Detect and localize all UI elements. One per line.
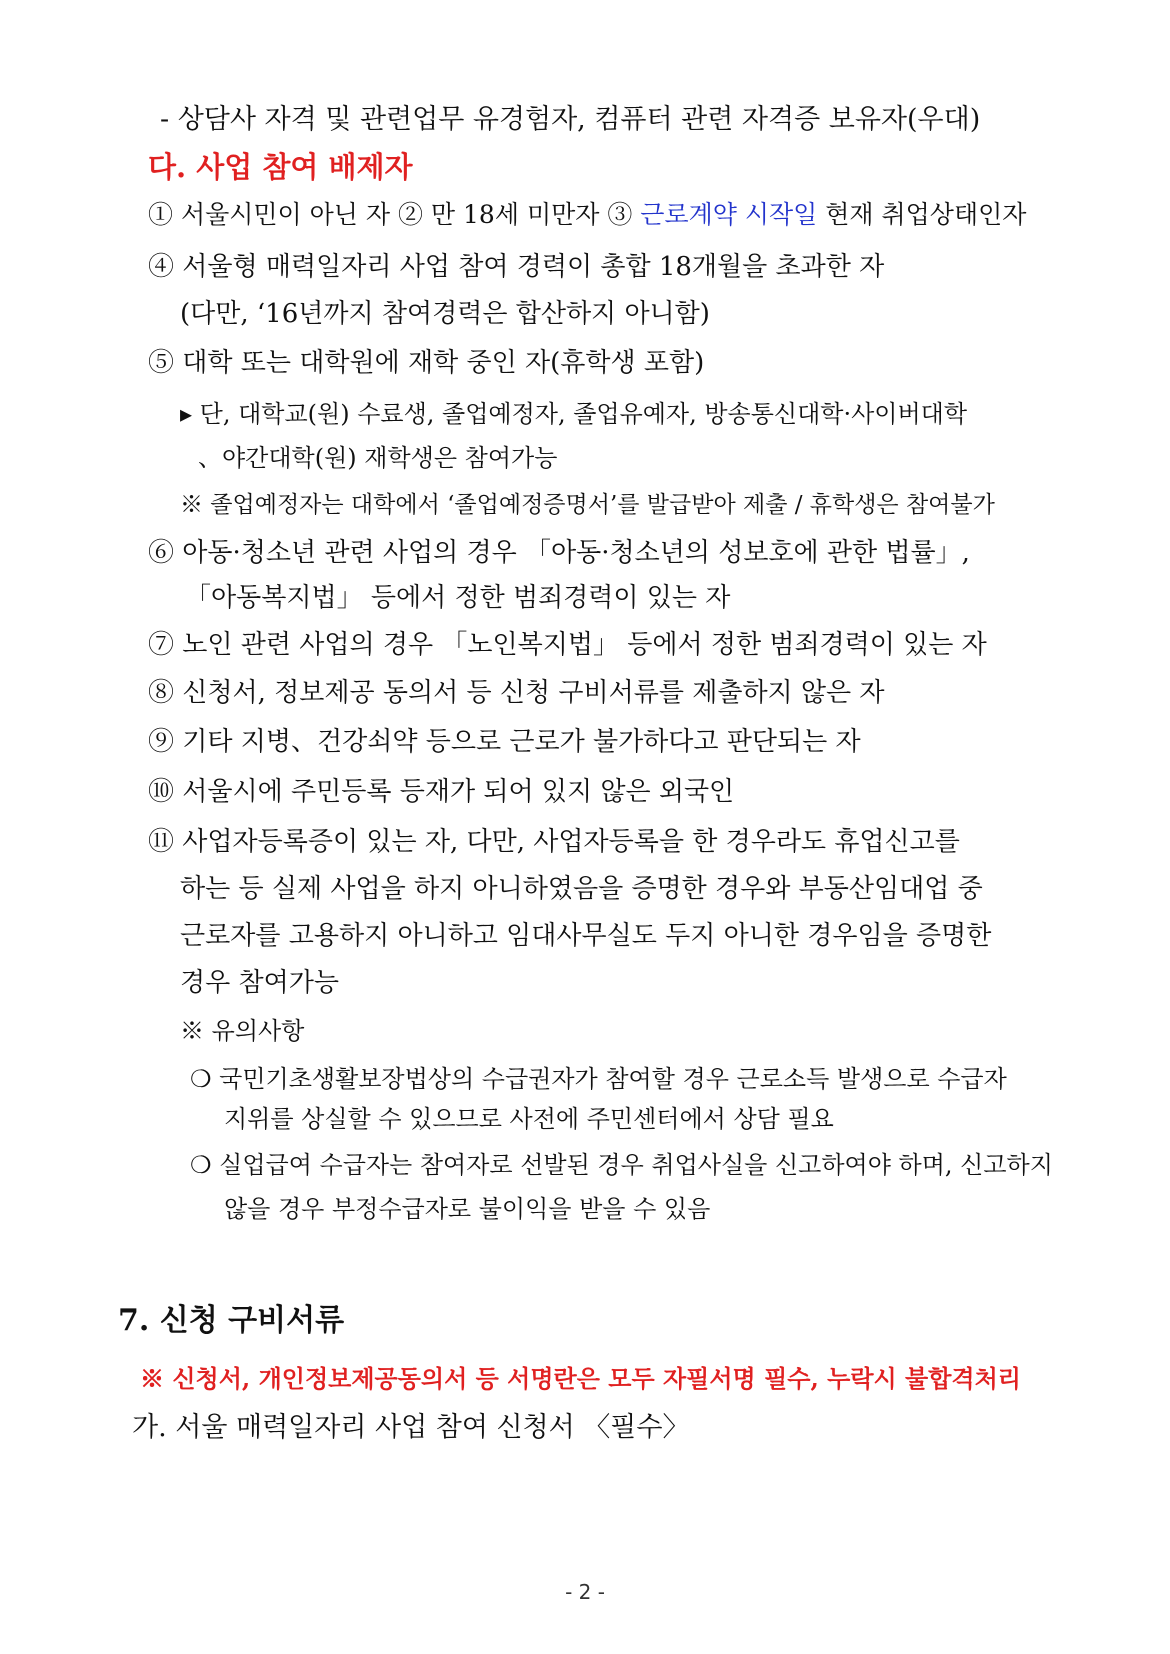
exclusion-item-5: ⑤ 대학 또는 대학원에 재학 중인 자(휴학생 포함)	[148, 348, 705, 378]
exclusion-item-6: ⑥ 아동·청소년 관련 사업의 경우 「아동·청소년의 성보호에 관한 법률」,	[148, 538, 970, 568]
caution-heading: ※ 유의사항	[180, 1017, 305, 1045]
exclusion-item-11-cont-1: 하는 등 실제 사업을 하지 아니하였음을 증명한 경우와 부동산임대업 중	[180, 874, 983, 904]
signature-required-notice: ※ 신청서, 개인정보제공동의서 등 서명란은 모두 자필서명 필수, 누락시 불합격처리	[140, 1364, 1021, 1393]
required-doc-item-ga: 가. 서울 매력일자리 사업 참여 신청서 〈필수〉	[132, 1412, 690, 1443]
exclusion-item-6-cont: 「아동복지법」 등에서 정한 범죄경력이 있는 자	[185, 583, 731, 613]
graduation-note: ※ 졸업예정자는 대학에서 ‘졸업예정증명서’를 발급받아 제출 / 휴학생은 참여불가	[180, 492, 995, 518]
page-number: - 2 -	[565, 1580, 605, 1604]
exclusion-item-4-note: (다만, ‘16년까지 참여경력은 합산하지 아니함)	[180, 299, 710, 329]
exclusion-item-10: ⑩ 서울시에 주민등록 등재가 되어 있지 않은 외국인	[148, 777, 735, 807]
caution-item-unemployment: ❍ 실업급여 수급자는 참여자로 선발된 경우 취업사실을 신고하여야 하며, 신고하지	[190, 1151, 1053, 1179]
exclusion-item-8: ⑧ 신청서, 정보제공 동의서 등 신청 구비서류를 제출하지 않은 자	[148, 678, 885, 708]
exclusion-item-1-3	[148, 198, 1026, 232]
exclusion-item-11: ⑪ 사업자등록증이 있는 자, 다만, 사업자등록을 한 경우라도 휴업신고를	[148, 827, 960, 857]
section-7-title: 7. 신청 구비서류	[118, 1303, 345, 1338]
caution-item-unemployment-cont: 않을 경우 부정수급자로 불이익을 받을 수 있음	[224, 1195, 711, 1223]
exclusion-item-4-text: ④ 서울형 매력일자리 사업 참여 경력이 총합 18개월을 초과한 자	[148, 252, 885, 282]
exclusion-item-4	[148, 250, 1000, 284]
caution-item-basic-livelihood-cont: 지위를 상실할 수 있으므로 사전에 주민센터에서 상담 필요	[224, 1105, 834, 1133]
exclusion-item-3-tail: 현재 취업상태인자	[825, 200, 1027, 229]
exclusion-item-5-exception: ▸ 단, 대학교(원) 수료생, 졸업예정자, 졸업유예자, 방송통신대학·사이버대학	[180, 400, 968, 428]
exclusion-item-7: ⑦ 노인 관련 사업의 경우 「노인복지법」 등에서 정한 범죄경력이 있는 자	[148, 630, 987, 660]
caution-item-basic-livelihood: ❍ 국민기초생활보장법상의 수급권자가 참여할 경우 근로소득 발생으로 수급자	[190, 1065, 1007, 1093]
exclusion-item-11-cont-2: 근로자를 고용하지 아니하고 임대사무실도 두지 아니한 경우임을 증명한	[180, 921, 992, 951]
section-heading-excluded: 다. 사업 참여 배제자	[148, 150, 413, 184]
exclusion-item-9: ⑨ 기타 지병、건강쇠약 등으로 근로가 불가하다고 판단되는 자	[148, 727, 861, 757]
exclusion-item-1-3-text: ① 서울시민이 아닌 자 ② 만 18세 미만자 ③	[148, 200, 633, 229]
contract-start-date-highlight: 근로계약 시작일	[640, 200, 818, 229]
exclusion-item-5-exception-cont: 、야간대학(원) 재학생은 참여가능	[198, 444, 558, 472]
qualification-preference-line: - 상담사 자격 및 관련업무 유경험자, 컴퓨터 관련 자격증 보유자(우대)	[160, 104, 981, 135]
exclusion-item-11-cont-3: 경우 참여가능	[180, 968, 339, 998]
